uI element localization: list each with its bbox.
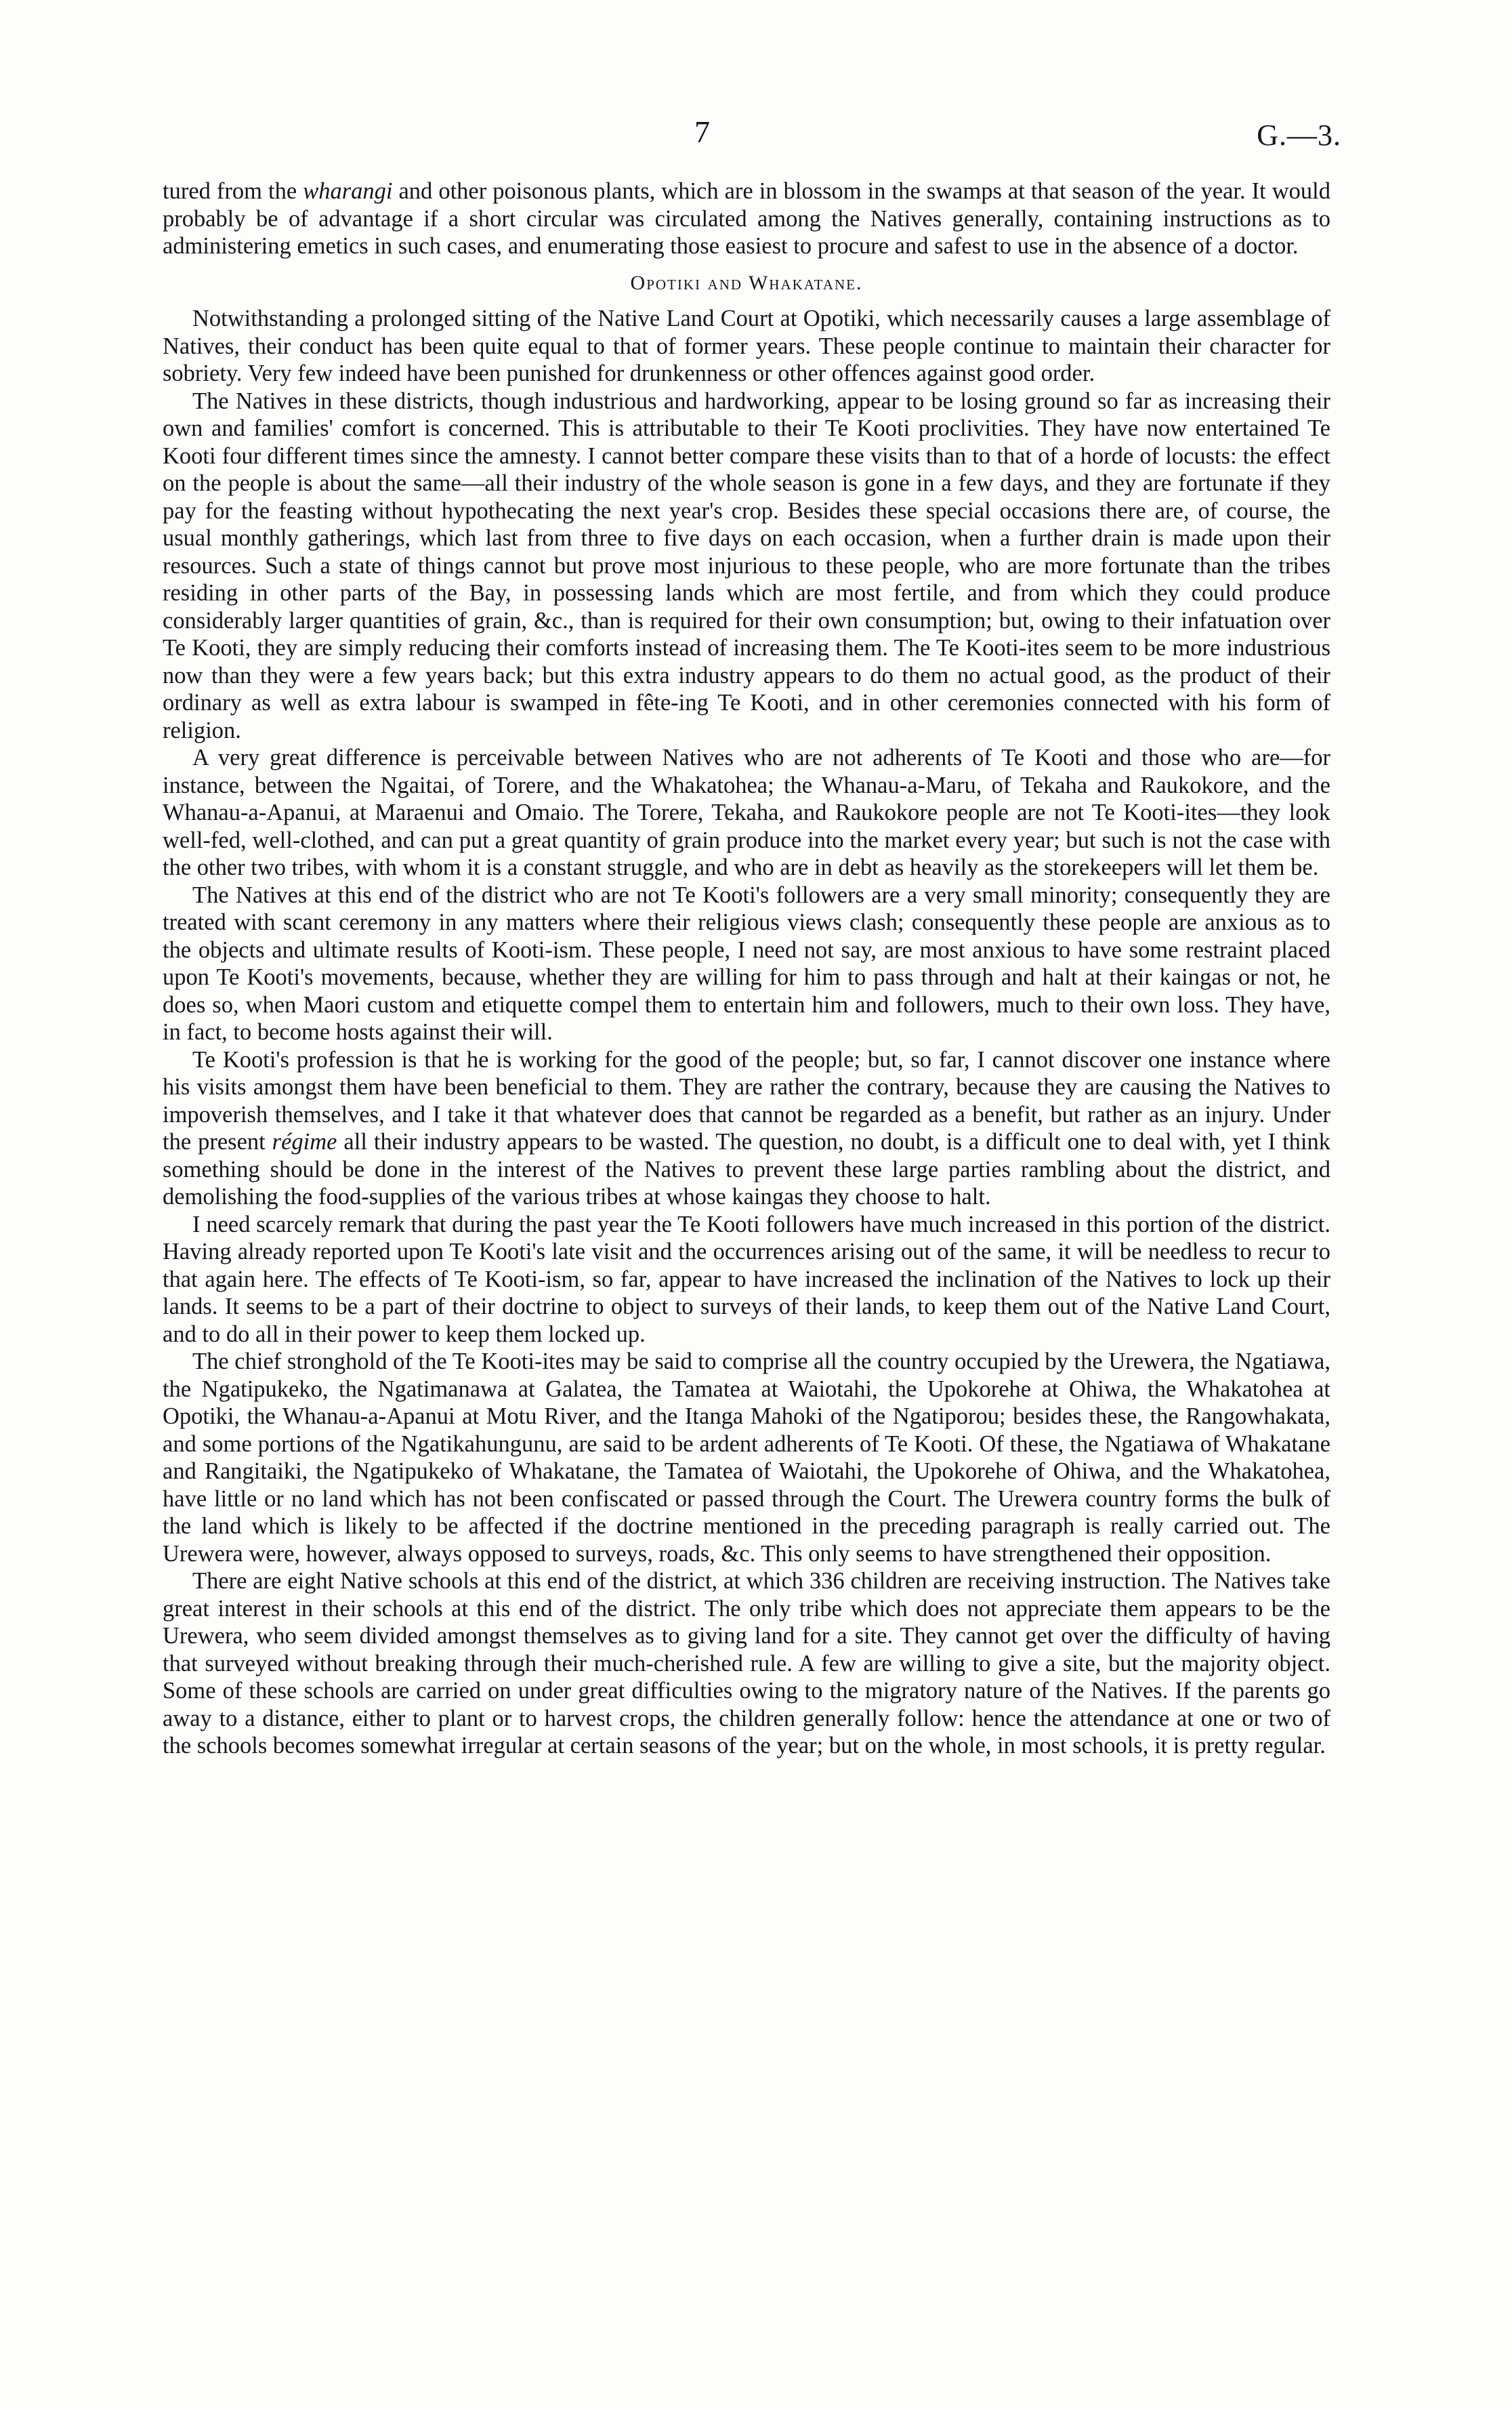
paragraph-text: and other poisonous plants, which are in blossom in the swamps at that season of the year. It would probably be of advantage if a short circular was circulated among the Natives generally, containing instructions as to administering emetics in such cases, and enumerating those easiest to procure and safest to use in the absence of a doctor. [163, 178, 1330, 259]
paragraph [163, 1046, 1330, 1211]
document-body [163, 178, 1330, 1760]
italic-term: wharangi [303, 178, 393, 204]
paragraph: I need scarcely remark that during the past year the Te Kooti followers have much increased in this portion of the district. Having already reported upon Te Kooti's late visit and the occurrences arising out of the same, it will be needless to recur to that again here. The effects of Te Kooti-ism, so far, appear to have increased the inclination of the Natives to lock up their lands. It seems to be a part of their doctrine to object to surveys of their lands, to keep them out of the Native Land Court, and to do all in their power to keep them locked up. [163, 1211, 1330, 1347]
paragraph: The Natives at this end of the district who are not Te Kooti's followers are a very small minority; consequently they are treated with scant ceremony in any matters where their religious views clash; consequently these people are anxious as to the objects and ultimate results of Kooti-ism. These people, I need not say, are most anxious to have some restraint placed upon Te Kooti's movements, because, whether they are willing for him to pass through and halt at their kaingas or not, he does so, when Maori custom and etiquette compel them to entertain him and followers, much to their own loss. They have, in fact, to become hosts against their will. [163, 882, 1330, 1045]
paragraph-text: Te Kooti's profession is that he is working for the good of the people; but, so far, I cannot discover one instance where his visits amongst them have been beneficial to them. They are rather the contrary, because they are causing the Natives to impoverish themselves, and I take it that whatever does that cannot be regarded as a benefit, but rather as an injury. Under the present [163, 1046, 1330, 1155]
paragraph: There are eight Native schools at this end of the district, at which 336 children are receiving instruction. The Natives take great interest in their schools at this end of the district. The only tribe which does not appreciate them appears to be the Urewera, who seem divided amongst themselves as to giving land for a site. They cannot get over the difficulty of having that surveyed without breaking through their much-cherished rule. A few are willing to give a site, but the majority object. Some of these schools are carried on under great difficulties owing to the migratory nature of the Natives. If the parents go away to a distance, either to plant or to harvest crops, the children generally follow: hence the attendance at one or two of the schools becomes somewhat irregular at certain seasons of the year; but on the whole, in most schools, it is pretty regular. [163, 1568, 1330, 1758]
paragraph-text: tured from the [163, 178, 303, 204]
italic-term: régime [272, 1129, 337, 1155]
page-number: 7 [694, 115, 710, 149]
paragraph: The Natives in these districts, though industrious and hardworking, appear to be losing ground so far as increasing their own and families' comfort is concerned. This is attributable to their Te Kooti proclivities. They have now entertained Te Kooti four different times since the amnesty. I cannot better compare these visits than to that of a horde of locusts: the effect on the people is about the same—all their industry of the whole season is gone in a few days, and they are fortunate if they pay for the feasting without hypothecating the next year's crop. Besides these special occasions there are, of course, the usual monthly gatherings, which last from three to five days on each occasion, when a further drain is made upon their resources. Such a state of things cannot but prove most injurious to these people, who are more fortunate than the tribes residing in other parts of the Bay, in possessing lands which are most fertile, and from which they could produce considerably larger quantities of grain, &c., than is required for their own consumption; but, owing to their infatuation over Te Kooti, they are simply reducing their comforts instead of increasing them. The Te Kooti-ites seem to be more industrious now than they were a few years back; but this extra industry appears to do them no actual good, as the product of their ordinary as well as extra labour is swamped in fête-ing Te Kooti, and in other ceremonies connected with his form of religion. [163, 388, 1330, 743]
section-title: Opotiki and Whakatane. [630, 271, 863, 294]
paragraph-text: all their industry appears to be wasted. The question, no doubt, is a difficult one to deal with, yet I think something should be done in the interest of the Natives to prevent these large parties rambling about the district, and demolishing the food-supplies of the various tribes at whose kaingas they choose to halt. [163, 1129, 1330, 1210]
paragraph-continued [163, 178, 1330, 260]
paragraph: Notwithstanding a prolonged sitting of the Native Land Court at Opotiki, which necessarily causes a large assemblage of Natives, their conduct has been quite equal to that of former years. These people continue to maintain their character for sobriety. Very few indeed have been punished for drunkenness or other offences against good order. [163, 306, 1330, 386]
paragraph: A very great difference is perceivable between Natives who are not adherents of Te Kooti and those who are—for instance, between the Ngaitai, of Torere, and the Whakatohea; the Whanau-a-Maru, of Tekaha and Raukokore, and the Whanau-a-Apanui, at Maraenui and Omaio. The Torere, Tekaha, and Raukokore people are not Te Kooti-ites—they look well-fed, well-clothed, and can put a great quantity of grain produce into the market every year; but such is not the case with the other two tribes, with whom it is a constant struggle, and who are in debt as heavily as the storekeepers will let them be. [163, 745, 1330, 880]
document-reference: G.—3. [1257, 119, 1341, 152]
paragraph: The chief stronghold of the Te Kooti-ites may be said to comprise all the country occupied by the Urewera, the Ngatiawa, the Ngatipukeko, the Ngatimanawa at Galatea, the Tamatea at Waiotahi, the Upokorehe at Ohiwa, the Whakatohea at Opotiki, the Whanau-a-Apanui at Motu River, and the Itanga Mahoki of the Ngatiporou; besides these, the Rangowhakata, and some portions of the Ngatikahungunu, are said to be ardent adherents of Te Kooti. Of these, the Ngatiawa of Whakatane and Rangitaiki, the Ngatipukeko of Whakatane, the Tamatea of Waiotahi, the Upokorehe of Ohiwa, and the Whakatohea, have little or no land which has not been confiscated or passed through the Court. The Urewera country forms the bulk of the land which is likely to be affected if the doctrine mentioned in the preceding paragraph is really carried out. The Urewera were, however, always opposed to surveys, roads, &c. This only seems to have strengthened their opposition. [163, 1348, 1330, 1567]
